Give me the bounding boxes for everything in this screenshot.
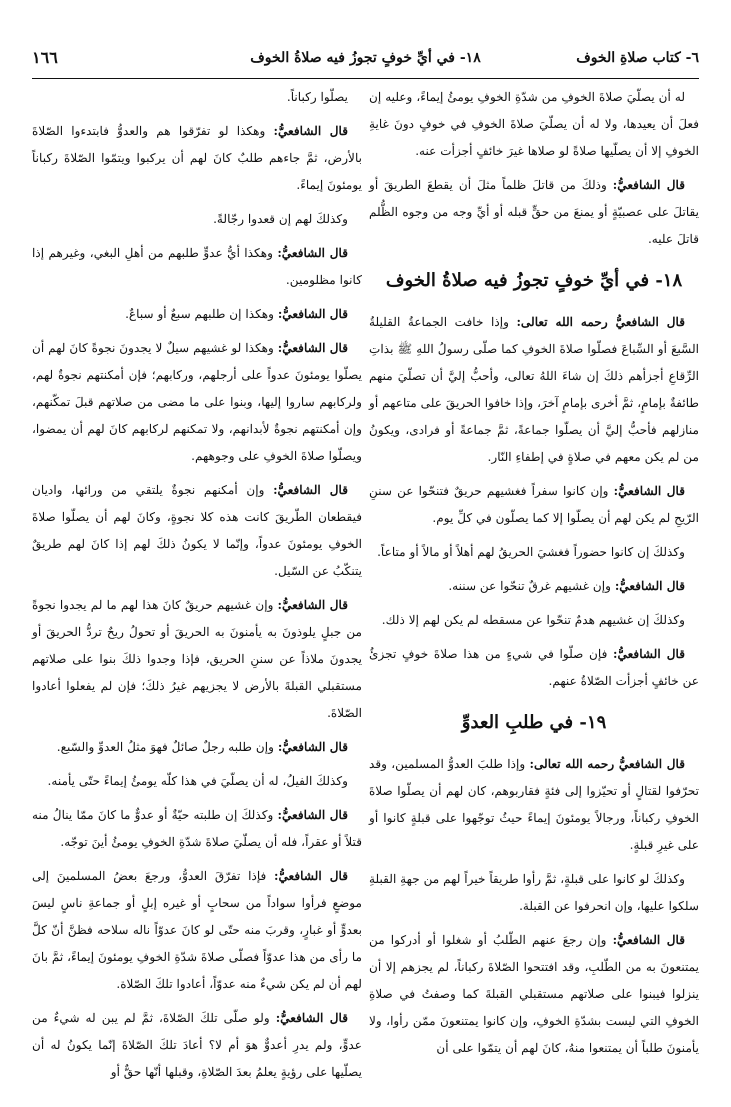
paragraph xyxy=(32,240,362,294)
paragraph-text: وهكذا أيُّ عدوٍّ طلبهم من أهلِ البغي، وغيرهم إذا كانوا مظلومين. xyxy=(32,246,362,287)
speaker-attribution: قال الشافعيُّ رحمه الله تعالى: xyxy=(516,315,686,329)
paragraph-text: وهكذا إن طلبهم سبعٌ أو سباعٌ. xyxy=(125,307,278,321)
left-text-column xyxy=(32,84,362,1093)
paragraph-text: وإذا خافت الجماعةُ القليلةُ السَّبعَ أو السِّباعَ فصلّوا صلاةَ الخوفِ كما صلّى رسولُ اللهِ ﷺ بذاتِ الرِّقاعِ أجزأهم ذلكَ إن شاءَ اللهُ تعالى، وأحبُّ إليَّ أن تصلّيَ منهم طائفةٌ بإمامٍ، ثمَّ أخرى بإمامٍ آخرَ، وإذا خافوا الحريقَ على متاعهم أو منازلهم فأحبُّ إليَّ أن يصلّوا جماعةً، ثمَّ جماعةً أو فرادى، ويكونُ من لم يكن معهم في صلاةٍ في إطفاءِ النّار. xyxy=(369,315,699,464)
paragraph xyxy=(32,118,362,199)
paragraph-text: وإذا طلبَ العدوُّ المسلمين، وقد تحرّفوا لقتالٍ أو تحيّزوا إلى فئةٍ فقاربوهم، كان لهم أن يصلّوا صلاةَ الخوفِ ركباناً، ورجالاً يومئونَ إيماءً حيثُ توجّهوا على قبلةٍ كانوا أو على غيرِ قبلةٍ. xyxy=(369,757,699,852)
paragraph xyxy=(32,301,362,328)
speaker-attribution: قال الشافعيُّ: xyxy=(612,178,685,192)
speaker-attribution: قال الشافعيُّ: xyxy=(273,483,348,497)
speaker-attribution: قال الشافعيُّ: xyxy=(277,246,348,260)
speaker-attribution: قال الشافعيُّ رحمه الله تعالى: xyxy=(529,757,685,771)
paragraph-text: وهكذا لو تفرّقوا هم والعدوُّ فابتدءوا الصّلاةَ بالأرض، ثمَّ جاءهم طلبٌ كانَ لهم أن يركبوا ويتمّوا الصّلاةَ ركباناً يومئونَ إيماءً. xyxy=(32,124,362,192)
paragraph xyxy=(369,172,699,253)
paragraph-text: وكذلكَ إن طلبته حيّةٌ أو عدوٌّ ما كانَ ممّا ينالُ منه قتلاً أو عقراً، فله أن يصلّيَ صلاةَ شدّةِ الخوفِ يومئُ أينَ توجّه. xyxy=(32,808,362,849)
paragraph-text: فإن صلّوا في شيءٍ من هذا صلاةَ خوفٍ تجزئُ عن خائفٍ أجزأت الصّلاةُ عنهم. xyxy=(369,647,699,688)
paragraph-text: وكذلكَ إن غشيهم هدمٌ تنحّوا عن مسقطه لم يكن لهم إلا ذلك. xyxy=(381,613,685,627)
speaker-attribution: قال الشافعيُّ: xyxy=(614,579,685,593)
speaker-attribution: قال الشافعيُّ: xyxy=(277,740,348,754)
paragraph xyxy=(369,309,699,471)
paragraph xyxy=(32,1005,362,1086)
paragraph xyxy=(32,206,362,233)
paragraph-text: وإن غشيهم غرقٌ تنحّوا عن سننه. xyxy=(448,579,615,593)
speaker-attribution: قال الشافعيُّ: xyxy=(277,808,348,822)
paragraph-text: له أن يصلّيَ صلاةَ الخوفِ من شدّةِ الخوفِ يومئُ إيماءً، وعليه إن فعلَ أن يعيدها، ولا له أن يصلّيَ صلاةَ الخوفِ في خوفٍ دونَ غايةِ الخوفِ إلا أن يصلّيها صلاةً لو صلاها غيرَ خائفٍ أجزأت عنه. xyxy=(369,90,699,158)
paragraph xyxy=(369,84,699,165)
page-number: ١٦٦ xyxy=(32,48,58,67)
paragraph-text: ولو صلّى تلكَ الصّلاةَ، ثمَّ لم يبن له شيءٌ من عدوٍّ، ولم يدرِ أعدوٌّ هوَ أم لا؟ أعادَ تلكَ الصّلاةَ إنّما يكونُ له أن يصلّيها على رؤيةٍ يعلمُ بعدَ الصّلاةِ، وقبلها أنّها حقٌّ أو xyxy=(32,1011,362,1079)
paragraph-text: يصلّوا ركباناً. xyxy=(286,90,348,104)
paragraph xyxy=(369,478,699,532)
paragraph xyxy=(32,734,362,761)
paragraph-text: وكذلكَ إن كانوا حضوراً فغشيَ الحريقُ لهم أهلاً أو مالاً أو متاعاً. xyxy=(377,545,685,559)
speaker-attribution: قال الشافعيُّ: xyxy=(613,647,685,661)
paragraph xyxy=(32,802,362,856)
page-header xyxy=(32,44,699,79)
speaker-attribution: قال الشافعيُّ: xyxy=(275,1011,348,1025)
paragraph xyxy=(32,477,362,585)
speaker-attribution: قال الشافعيُّ: xyxy=(277,598,348,612)
paragraph-text: وكذلكَ الفيلُ، له أن يصلّيَ في هذا كلّه يومئُ إيماءً حتّى يأمنه. xyxy=(47,774,348,788)
paragraph xyxy=(32,863,362,998)
paragraph xyxy=(369,751,699,859)
speaker-attribution: قال الشافعيُّ: xyxy=(274,869,348,883)
paragraph xyxy=(369,927,699,1062)
speaker-attribution: قال الشافعيُّ: xyxy=(613,484,685,498)
paragraph xyxy=(32,592,362,727)
paragraph-text: وهكذا لو غشيهم سيلٌ لا يجدونَ نجوةً كانَ لهم أن يصلّوا يومئونَ عدواً على أرجلهم، وركابهم؛ فإن أمكنتهم نجوةٌ لهم، ولركابهم ساروا إليها، وبنوا على ما مضى من صلاتهم قبلَ تمكّنهم، وإن أمكنتهم نجوةٌ لأبدانهم، ولا تمكنهم لركابهم كانَ لهم أن يمضوا، ويصلّوا صلاةَ الخوفِ على وجوههم. xyxy=(32,341,362,463)
running-head-section: ١٨- في أيِّ خوفٍ تجوزُ فيه صلاةُ الخوف xyxy=(250,50,481,66)
paragraph xyxy=(369,641,699,695)
section-heading: ١٩- في طلبِ العدوِّ xyxy=(461,712,607,733)
speaker-attribution: قال الشافعيُّ: xyxy=(612,933,685,947)
paragraph-text: وإن أمكنهم نجوةٌ يلتقي من ورائها، واديان فيقطعان الطّريقَ كانت هذه كلا نجوةٍ، وكانَ لهم أن يصلّوا صلاةَ الخوفِ يومئونَ عدواً، وإنّما لا يكونُ ذلكَ لهم إذا كانَ لهم طريقٌ يتنكّبُ عن السّيل. xyxy=(32,483,362,578)
section-heading: ١٨- في أيِّ خوفٍ تجوزُ فيه صلاةُ الخوف xyxy=(385,270,683,291)
paragraph-text: وإن رجعَ عنهم الطّلبُ أو شغلوا أو أدركوا من يمتنعونَ به من الطّلبِ، وقد افتتحوا الصّلاةَ ركباناً، لم يجزهم إلا أن ينزلوا فيبنوا على صلاتهم مستقبلي القبلةَ كما وصفتُ في صلاةِ الخوفِ التي ليست بشدّةِ الخوفِ، وإن كانوا يمتنعونَ ممّن رأوا، ولا يأمنونَ طلباً أن يمتنعوا منهُ، كانَ لهم أن يتمّوا على أن xyxy=(369,933,699,1055)
paragraph-text: وكذلكَ لو كانوا على قبلةٍ، ثمَّ رأوا طريقاً خيراً لهم من جهةِ القبلةِ سلكوا عليها، وإن انحرفوا عن القبلة. xyxy=(369,872,699,913)
paragraph xyxy=(32,768,362,795)
paragraph xyxy=(369,539,699,566)
speaker-attribution: قال الشافعيُّ: xyxy=(273,124,348,138)
right-text-column xyxy=(369,84,699,1069)
running-head-chapter: ٦- كتاب صلاةِ الخوف xyxy=(576,50,699,66)
paragraph-text: وإن غشيهم حريقٌ كانَ هذا لهم ما لم يجدوا نجوةً من جبلٍ يلوذونَ به يأمنونَ به الحريقَ أو تحولُ ريحٌ تردُّ الحريقَ أو يجدونَ ملاذاً عن سننِ الحريق، فإذا وجدوا ذلكَ بنوا على صلاتهم مستقبلي القبلةَ بالأرض لا يجزيهم غيرُ ذلكَ؛ فإن لم يفعلوا أعادوا الصّلاةَ. xyxy=(32,598,362,720)
speaker-attribution: قال الشافعيُّ: xyxy=(277,341,348,355)
paragraph-text: وذلكَ من قاتلَ ظلماً مثلَ أن يقطعَ الطريقَ أو يقاتلَ على عصبيّةٍ أو يمنعَ من حقٍّ قبله أو أيِّ وجه من وجوه الظُّلم قاتلَ عليه. xyxy=(369,178,699,246)
paragraph xyxy=(32,84,362,111)
paragraph-text: وكذلكَ لهم إن قعدوا رجّالةً. xyxy=(213,212,348,226)
paragraph-text: وإن طلبه رجلٌ صائلٌ فهوَ مثلُ العدوِّ والسّبع. xyxy=(56,740,278,754)
paragraph xyxy=(369,866,699,920)
paragraph xyxy=(369,607,699,634)
paragraph-text: وإن كانوا سفراً فغشيهم حريقٌ فتنحّوا عن سننِ الرّيحِ لم يكن لهم أن يصلّوا إلا كما يصلّون في كلِّ يوم. xyxy=(369,484,699,525)
speaker-attribution: قال الشافعيُّ: xyxy=(277,307,348,321)
paragraph-text: فإذا تفرّقَ العدوُّ، ورجعَ بعضُ المسلمينَ إلى موضعٍ فرأوا سواداً من سحابٍ أو غيره إبلٍ أو جماعةِ ناسٍ ليسَ بعدوٍّ أو غبارٍ، وقربَ منه حتّى لو كانَ عدوّاً ناله سلاحه فظنَّ أنّ كلَّ ما رأى من هذا عدوّاً فصلّى صلاةَ شدّةِ الخوفِ يومئونَ إيماءً، ثمَّ بانَ لهم أن لم يكن شيءٌ منه عدوّاً، أعادوا تلكَ الصّلاة. xyxy=(32,869,362,991)
paragraph xyxy=(369,573,699,600)
paragraph xyxy=(32,335,362,470)
